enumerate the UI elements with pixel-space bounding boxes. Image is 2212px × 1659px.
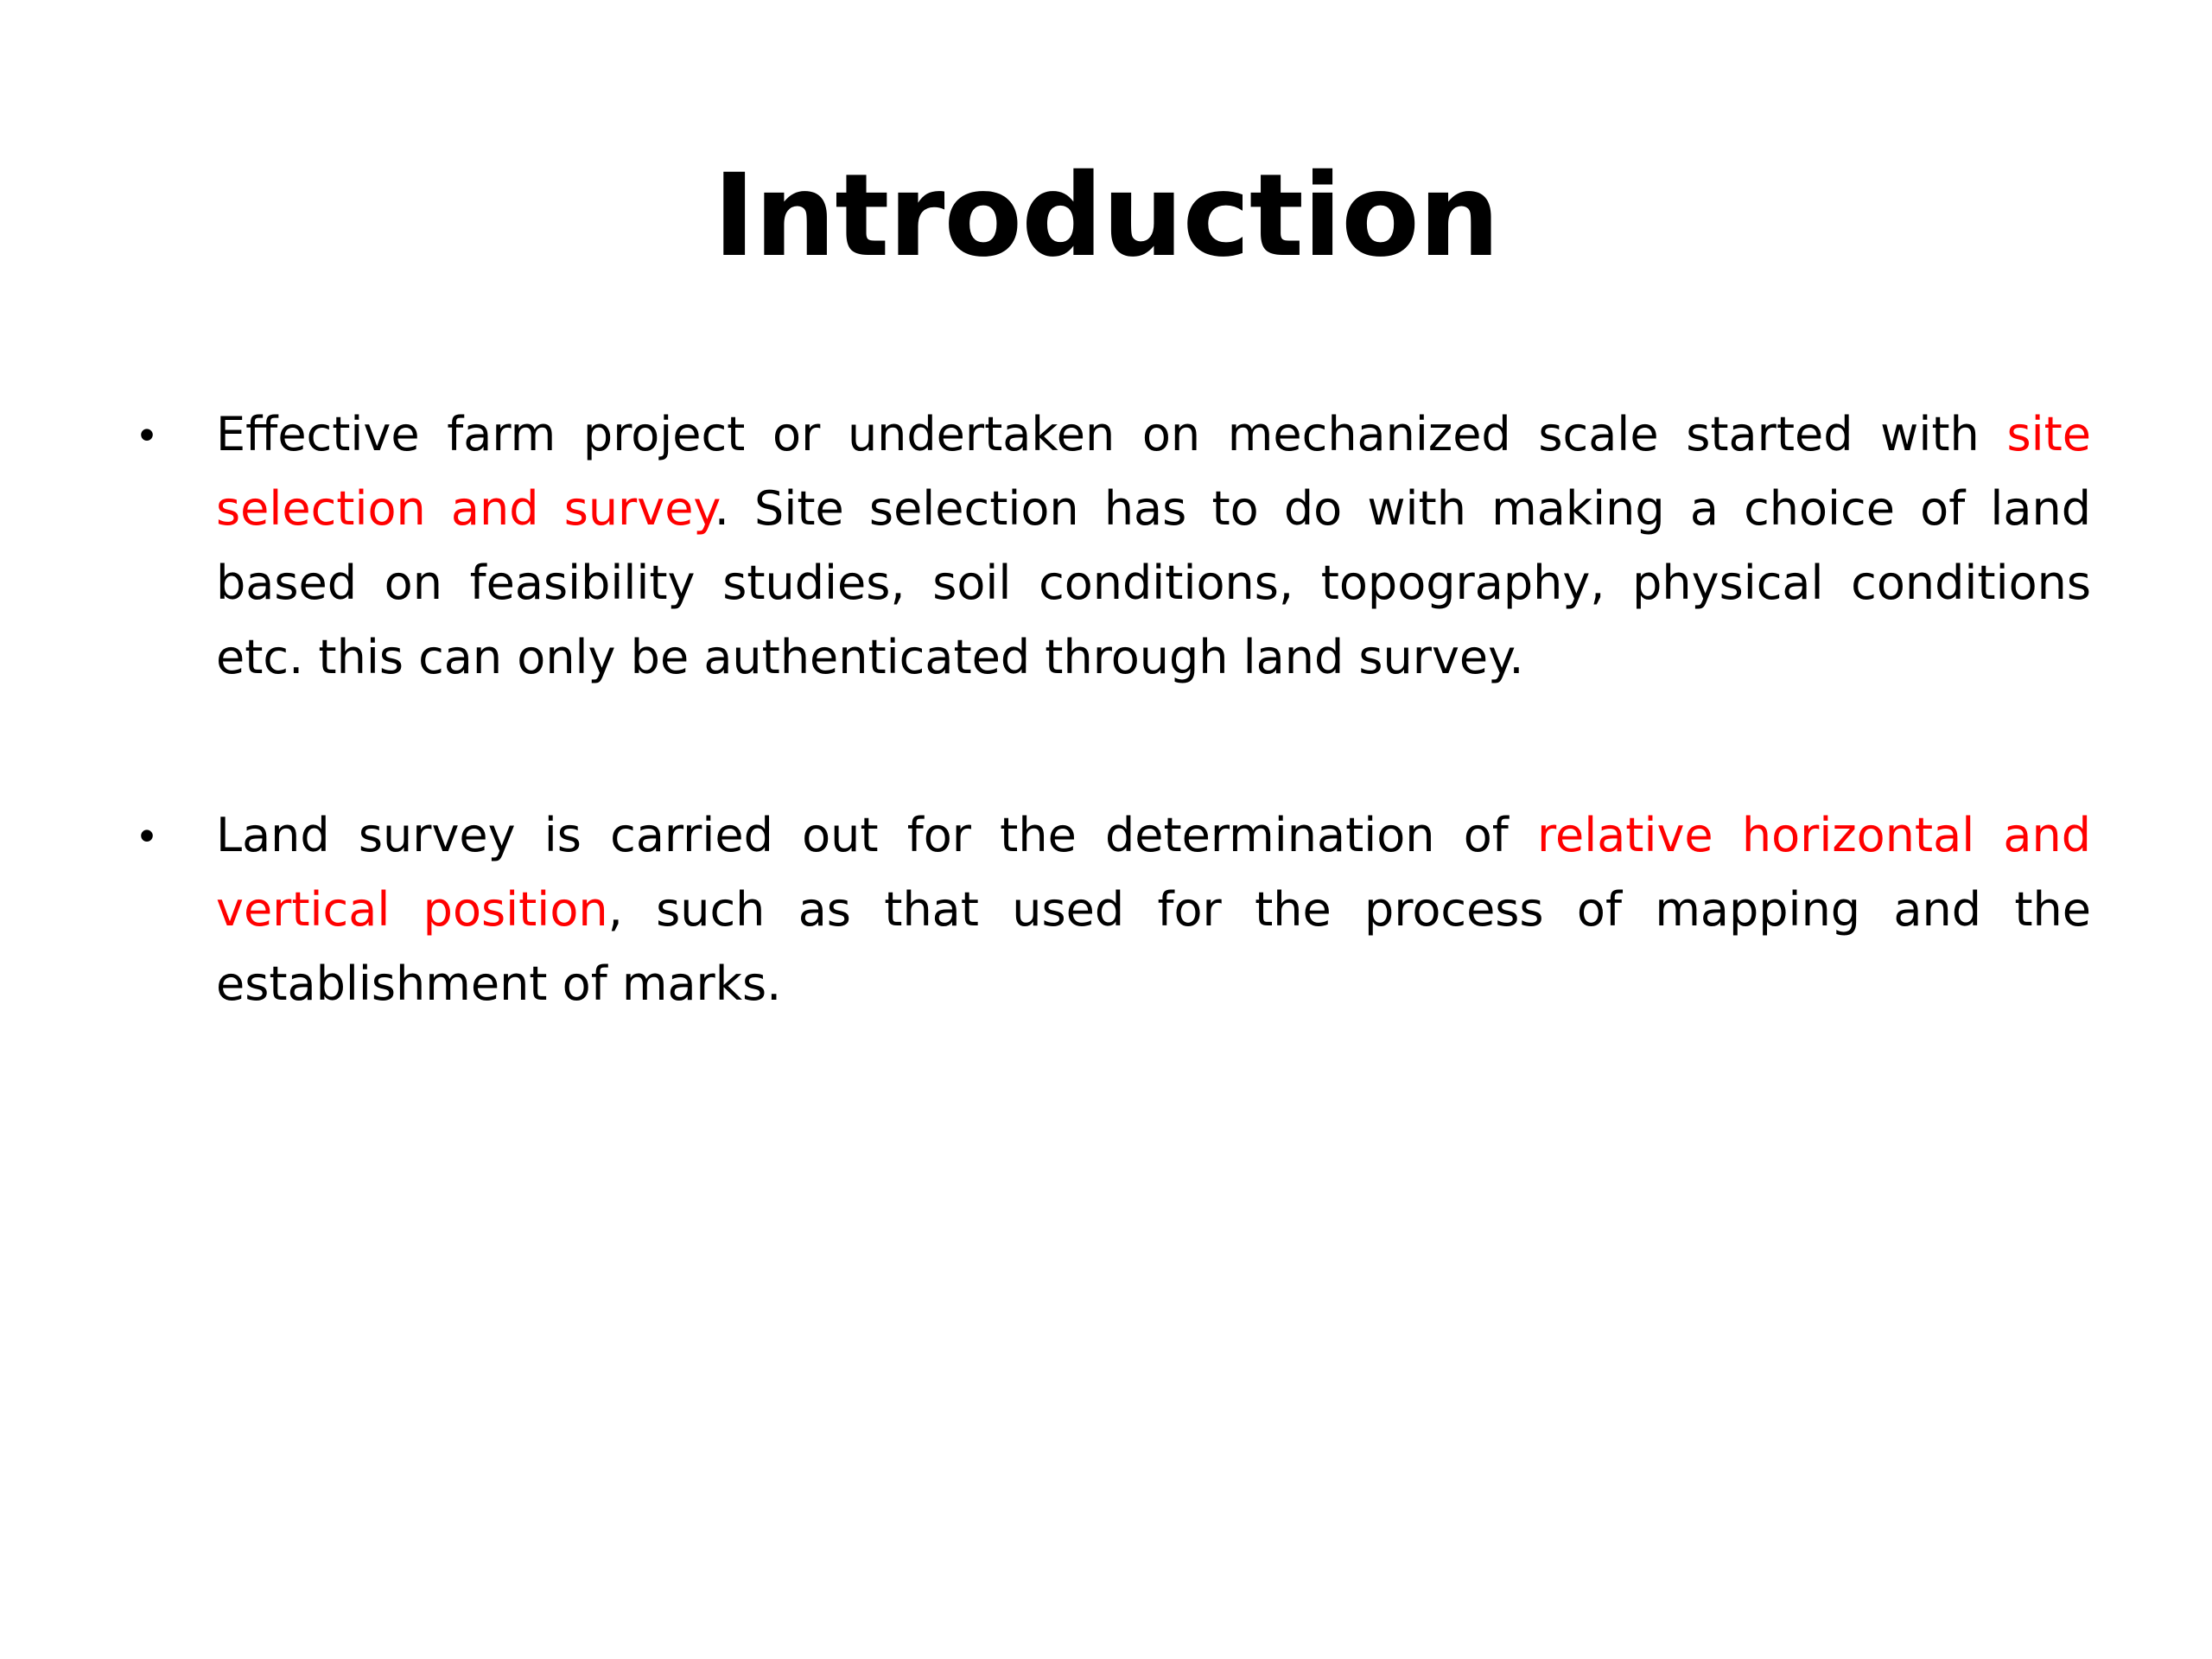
bullet-icon: • [139, 811, 155, 860]
slide-title: Introduction [713, 149, 1499, 283]
bullet-text [216, 397, 2091, 695]
bullet-icon: • [139, 410, 155, 459]
bullet-item-land-survey [130, 798, 2091, 1021]
bullet-text-lead: Land survey is carried out for the determination of [216, 808, 1537, 862]
bullet-list [130, 397, 2091, 1125]
bullet-text-tail: , such as that used for the process of mapping and the establishment of marks. [216, 882, 2091, 1011]
bullet-item-site-selection [130, 397, 2091, 695]
bullet-text-tail: . Site selection has to do with making a choice of land based on feasibility studies, soil conditions, topography, physical conditions etc. this can only be authenticated through land survey. [216, 481, 2091, 684]
highlighted-phrase: relative horizontal and vertical position [216, 808, 2092, 937]
bullet-text-lead: Effective farm project or undertaken on mechanized scale started with [216, 407, 2007, 461]
highlighted-phrase: site selection and survey [216, 407, 2091, 536]
bullet-text [216, 798, 2091, 1021]
